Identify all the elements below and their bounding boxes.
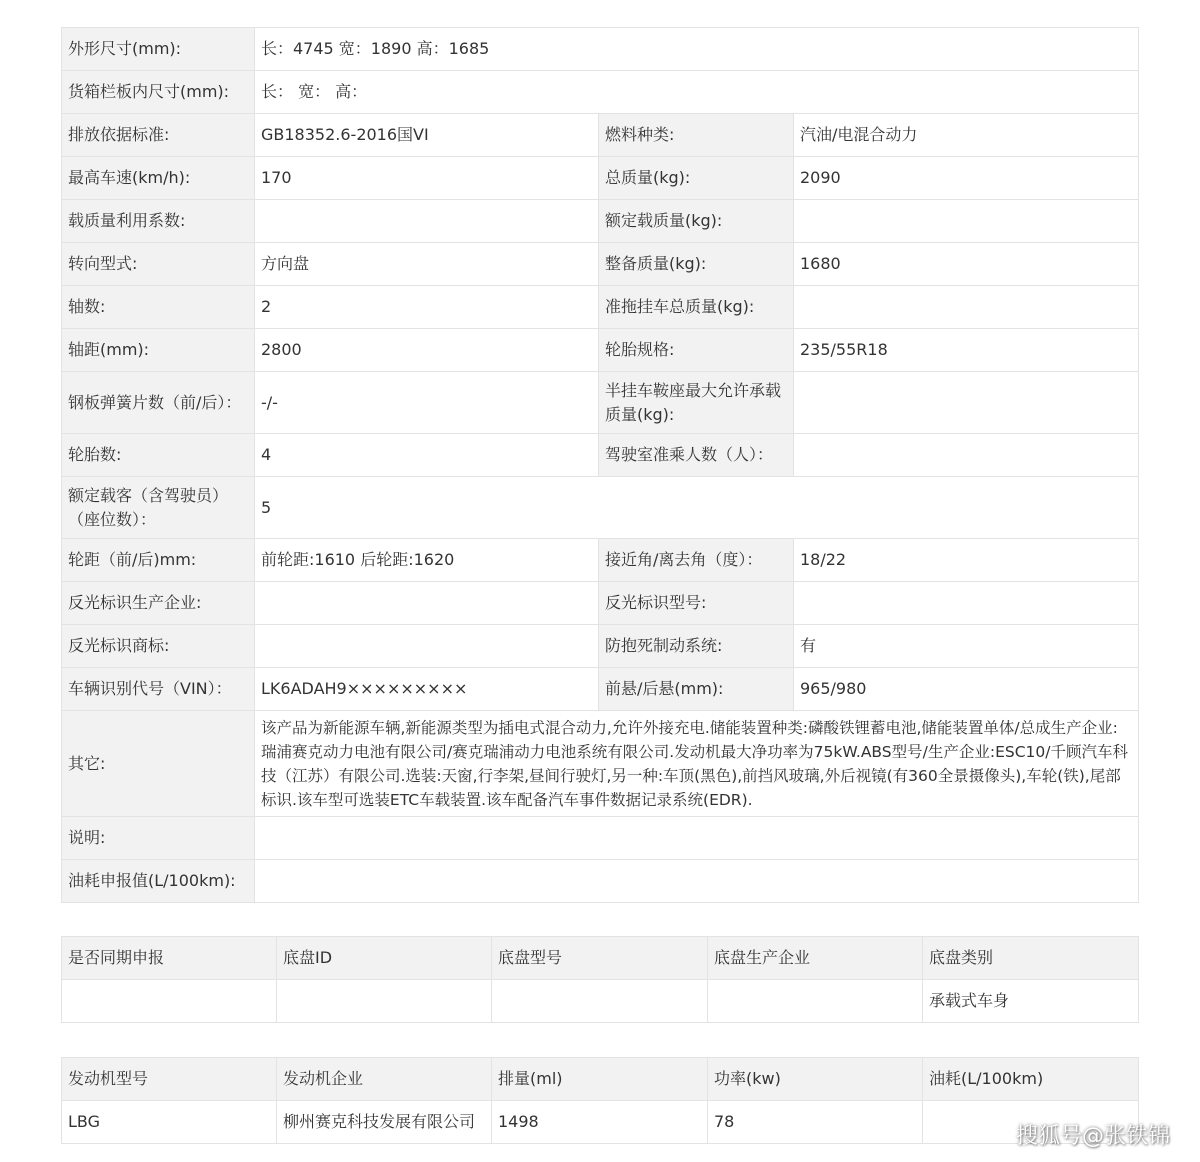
chassis-header-cell: 是否同期申报 [62,937,277,980]
track-label: 轮距（前/后)mm: [62,539,255,582]
engine-header-cell: 油耗(L/100km) [923,1058,1139,1101]
engine-header-row [62,1058,1139,1101]
spec-row-steering [62,243,1139,286]
chassis-header-cell: 底盘生产企业 [708,937,923,980]
reflector-maker-value [255,582,599,625]
chassis-header-cell: 底盘型号 [492,937,708,980]
spec-row-passengers [62,477,1139,539]
wheelbase-value: 2800 [255,329,599,372]
total-mass-value: 2090 [794,157,1139,200]
curb-mass-value: 1680 [794,243,1139,286]
total-mass-label: 总质量(kg): [599,157,794,200]
cargo-box-label: 货箱栏板内尺寸(mm): [62,71,255,114]
max-speed-value: 170 [255,157,599,200]
dimensions-label: 外形尺寸(mm): [62,28,255,71]
spec-row-fuel-consumption [62,860,1139,903]
spec-row-tires [62,434,1139,477]
trailer-mass-label: 准拖挂车总质量(kg): [599,286,794,329]
tire-count-label: 轮胎数: [62,434,255,477]
engine-data-row [62,1101,1139,1144]
spec-row-cargo-box [62,71,1139,114]
reflector-maker-label: 反光标识生产企业: [62,582,255,625]
axles-value: 2 [255,286,599,329]
spec-row-notes [62,817,1139,860]
dimensions-value: 长：4745 宽：1890 高：1685 [255,28,1139,71]
saddle-load-label: 半挂车鞍座最大允许承载质量(kg): [599,372,794,434]
leaf-spring-label: 钢板弹簧片数（前/后）： [62,372,255,434]
engine-cell: 78 [708,1101,923,1144]
engine-header-cell: 发动机型号 [62,1058,277,1101]
angles-value: 18/22 [794,539,1139,582]
vin-value: LK6ADAH9××××××××× [255,668,599,711]
spec-row-axles [62,286,1139,329]
reflector-model-label: 反光标识型号: [599,582,794,625]
chassis-header-cell: 底盘类别 [923,937,1139,980]
rated-passengers-value: 5 [255,477,1139,539]
angles-label: 接近角/离去角（度）： [599,539,794,582]
chassis-cell: 承载式车身 [923,980,1139,1023]
reflector-model-value [794,582,1139,625]
cargo-box-value: 长： 宽： 高： [255,71,1139,114]
curb-mass-label: 整备质量(kg): [599,243,794,286]
engine-cell: 柳州赛克科技发展有限公司 [277,1101,492,1144]
engine-header-cell: 发动机企业 [277,1058,492,1101]
other-label: 其它: [62,711,255,817]
fuel-consumption-value [255,860,1139,903]
overhang-label: 前悬/后悬(mm): [599,668,794,711]
reflector-brand-label: 反光标识商标: [62,625,255,668]
chassis-cell [62,980,277,1023]
spec-row-load [62,200,1139,243]
notes-label: 说明: [62,817,255,860]
spec-row-wheelbase [62,329,1139,372]
spec-row-dimensions [62,28,1139,71]
track-value: 前轮距:1610 后轮距:1620 [255,539,599,582]
trailer-mass-value [794,286,1139,329]
steering-value: 方向盘 [255,243,599,286]
sohu-watermark: 搜狐号@张铁锦 [1015,1124,1170,1149]
spec-row-track [62,539,1139,582]
chassis-table [61,936,1139,1023]
fuel-type-value: 汽油/电混合动力 [794,114,1139,157]
other-value: 该产品为新能源车辆,新能源类型为插电式混合动力,允许外接充电.储能装置种类:磷酸铁锂蓄电池,储能装置单体/总成生产企业:瑞浦赛克动力电池有限公司/赛克瑞浦动力电池系统有限公司.发动机最大净功率为75kW.ABS型号/生产企业:ESC10/千顾汽车科技（江苏）有限公司.选装:天窗,行李架,昼间行驶灯,另一种:车顶(黑色),前挡风玻璃,外后视镜(有360全景摄像头),车轮(铁),尾部标识.该车型可选装ETC车载装置.该车配备汽车事件数据记录系统(EDR). [255,711,1139,817]
saddle-load-value [794,372,1139,434]
rated-load-value [794,200,1139,243]
spec-row-other [62,711,1139,817]
engine-table [61,1057,1139,1144]
engine-header-cell: 功率(kw) [708,1058,923,1101]
rated-load-label: 额定载质量(kg): [599,200,794,243]
reflector-brand-value [255,625,599,668]
tire-count-value: 4 [255,434,599,477]
spec-row-reflector [62,582,1139,625]
chassis-cell [708,980,923,1023]
engine-header-cell: 排量(ml) [492,1058,708,1101]
leaf-spring-value: -/- [255,372,599,434]
vin-label: 车辆识别代号（VIN）： [62,668,255,711]
vehicle-spec-table [61,27,1139,903]
spec-row-reflector-brand [62,625,1139,668]
load-util-value [255,200,599,243]
abs-value: 有 [794,625,1139,668]
abs-label: 防抱死制动系统: [599,625,794,668]
tire-spec-value: 235/55R18 [794,329,1139,372]
chassis-header-cell: 底盘ID [277,937,492,980]
overhang-value: 965/980 [794,668,1139,711]
emission-std-label: 排放依据标准: [62,114,255,157]
tire-spec-label: 轮胎规格: [599,329,794,372]
wheelbase-label: 轴距(mm): [62,329,255,372]
emission-std-value: GB18352.6-2016国VI [255,114,599,157]
cab-passengers-value [794,434,1139,477]
spec-row-leaf-spring [62,372,1139,434]
steering-label: 转向型式: [62,243,255,286]
fuel-type-label: 燃料种类: [599,114,794,157]
chassis-cell [277,980,492,1023]
fuel-consumption-label: 油耗申报值(L/100km): [62,860,255,903]
engine-cell: 1498 [492,1101,708,1144]
notes-value [255,817,1139,860]
axles-label: 轴数: [62,286,255,329]
cab-passengers-label: 驾驶室准乘人数（人）： [599,434,794,477]
spec-row-speed [62,157,1139,200]
spec-row-vin [62,668,1139,711]
engine-cell: LBG [62,1101,277,1144]
spec-row-emission [62,114,1139,157]
chassis-data-row [62,980,1139,1023]
chassis-header-row [62,937,1139,980]
load-util-label: 载质量利用系数: [62,200,255,243]
rated-passengers-label: 额定载客（含驾驶员）（座位数）： [62,477,255,539]
chassis-cell [492,980,708,1023]
max-speed-label: 最高车速(km/h): [62,157,255,200]
